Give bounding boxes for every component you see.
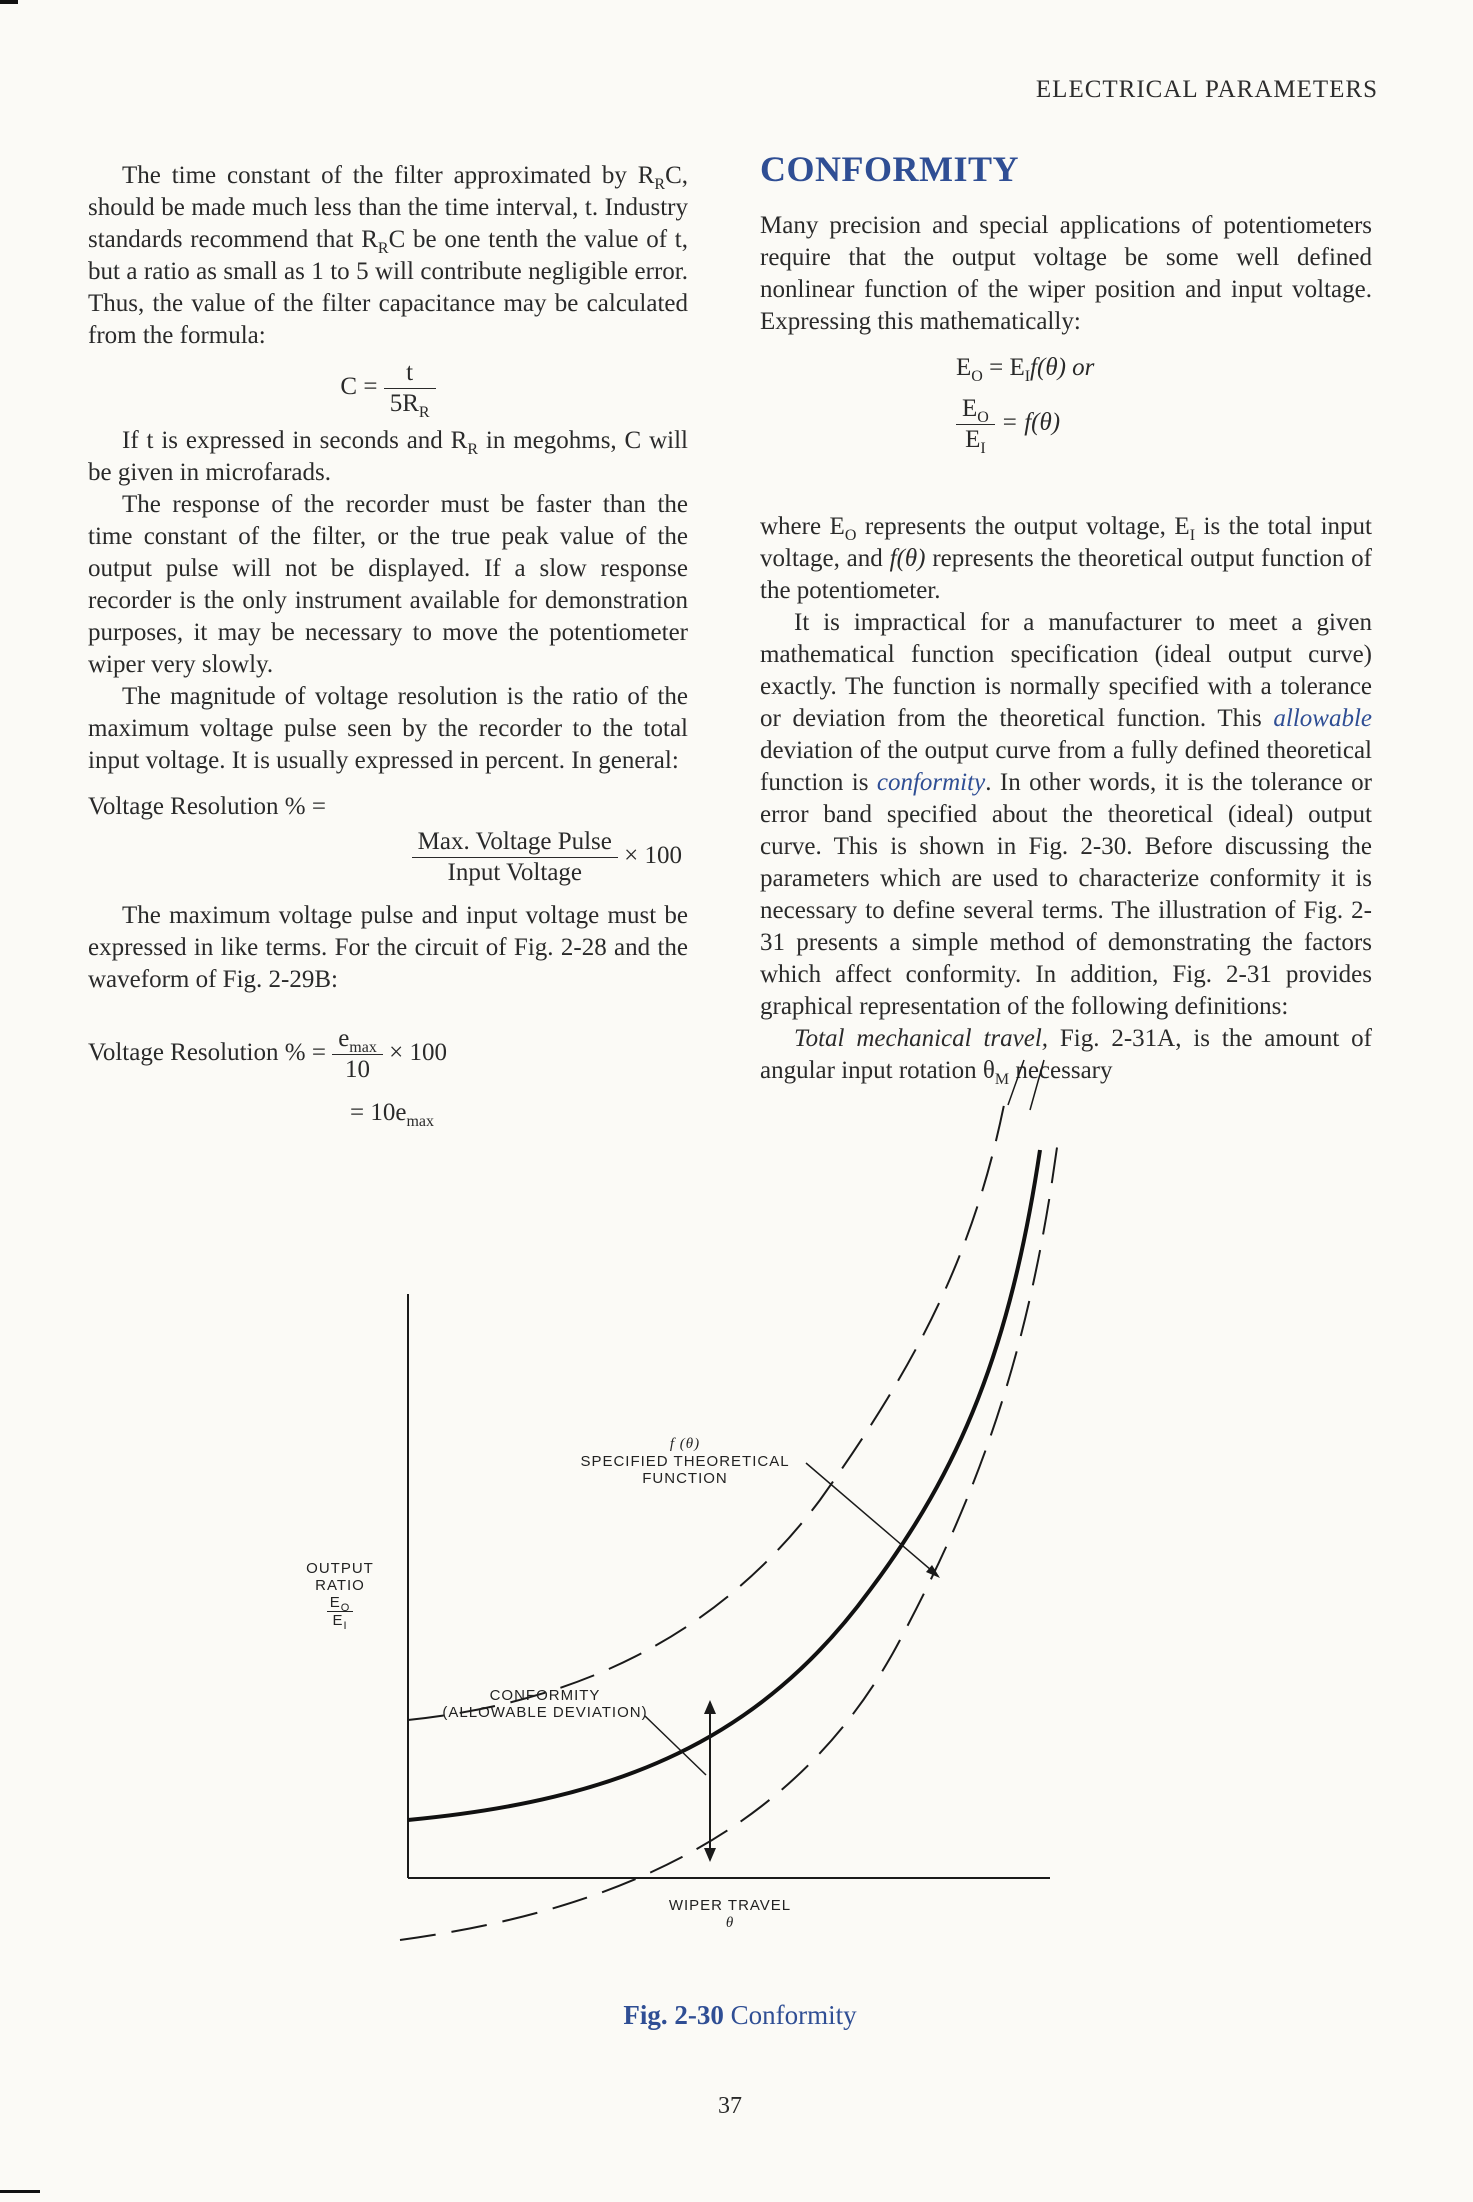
- upper-deviation-curve: [408, 1100, 1005, 1720]
- section-heading: CONFORMITY: [760, 149, 1019, 189]
- conformity-label: CONFORMITY (ALLOWABLE DEVIATION): [442, 1687, 648, 1721]
- ratio-equation: $\frac{E_O}{E_I}$ = f(θ): [956, 394, 1372, 455]
- x-axis-label: WIPER TRAVEL θ: [668, 1897, 792, 1931]
- y-axis-label: OUTPUT RATIO $E_O$ $E_I$: [306, 1560, 374, 1632]
- running-header: ELECTRICAL PARAMETERS: [1035, 76, 1378, 103]
- function-equation: $E_O = E_If(\theta)$ or: [956, 354, 1095, 385]
- capacitance-formula: C = $\frac{t}{5R_R}$: [88, 358, 688, 419]
- figure-caption: Fig. 2-30 Conformity: [623, 2000, 857, 2030]
- conformity-arrow-bottom: [704, 1848, 716, 1862]
- voltage-resolution-formula: $\frac{\text{Max. Voltage Pulse}}{\text{Input Voltage}}$ × 100: [88, 827, 688, 888]
- voltage-resolution-formula-2: Voltage Resolution % = $\frac{e_{max}}{10}$ × 100: [88, 1025, 447, 1083]
- right-paragraph-2: where $E_O$ represents the output voltage, $E_I$ is the total input voltage, and f(θ) represents the theoretical output function of the potentiometer.: [760, 513, 1372, 604]
- left-paragraph-5: The maximum voltage pulse and input voltage must be expressed in like terms. For the circuit of Fig. 2-28 and the waveform of Fig. 2-29B:: [88, 902, 688, 993]
- bottom-left-scan-mark: [0, 2190, 40, 2193]
- left-paragraph-2: If t is expressed in seconds and $R_R$ in megohms, C will be given in microfarads.: [88, 427, 688, 486]
- page-number: 37: [718, 2093, 742, 2119]
- left-paragraph-1: The time constant of the filter approximated by $R_RC$, should be made much less than the time interval, t. Industry standards recommend that $R_RC$ be one tenth the value of t, but a ratio as small as 1 to 5 will contribute negligible error. Thus, the value of the filter capacitance may be calculated from the formula:: [88, 162, 689, 349]
- right-paragraph-3: It is impractical for a manufacturer to meet a given mathematical function specification (ideal output curve) exactly. The function is normally specified with a tolerance or deviation from the theoretical function. This allowable deviation of the output curve from a fully defined theoretical function is conformity. In other words, it is the tolerance or error band specified about the theoretical (ideal) output curve. This is shown in Fig. 2-30. Before discussing the parameters which are used to characterize conformity it is necessary to define several terms. The illustration of Fig. 2-31 presents a simple method of demonstrating the factors which affect conformity. In addition, Fig. 2-31 provides graphical representation of the following definitions:: [760, 609, 1372, 1020]
- voltage-resolution-result: = $10e_{max}$: [350, 1099, 434, 1130]
- left-paragraph-4: The magnitude of voltage resolution is the ratio of the maximum voltage pulse seen by the recorder to the total input voltage. It is usually expressed in percent. In general:: [88, 683, 688, 774]
- conformity-arrow-top: [704, 1700, 716, 1714]
- right-paragraph-4: Total mechanical travel, Fig. 2-31A, is the amount of angular input rotation $\theta_M$ necessary: [760, 1025, 1372, 1088]
- top-slash-2: [1030, 1060, 1044, 1110]
- function-label: f (θ) SPECIFIED THEORETICAL FUNCTION: [580, 1436, 790, 1487]
- lower-deviation-curve: [400, 1140, 1058, 1940]
- right-paragraph-1: Many precision and special applications of potentiometers require that the output voltage be some well defined nonlinear function of the wiper position and input voltage. Expressing this mathematically:: [760, 212, 1372, 335]
- top-slash-1: [1008, 1060, 1024, 1105]
- voltage-resolution-label: Voltage Resolution % =: [88, 793, 326, 820]
- left-paragraph-3: The response of the recorder must be faster than the time constant of the filter, or the true peak value of the output pulse will not be displayed. If a slow response recorder is the only instrument available for demonstration purposes, it may be necessary to move the potentiometer wiper very slowly.: [88, 491, 688, 678]
- top-left-scan-mark: [0, 0, 18, 4]
